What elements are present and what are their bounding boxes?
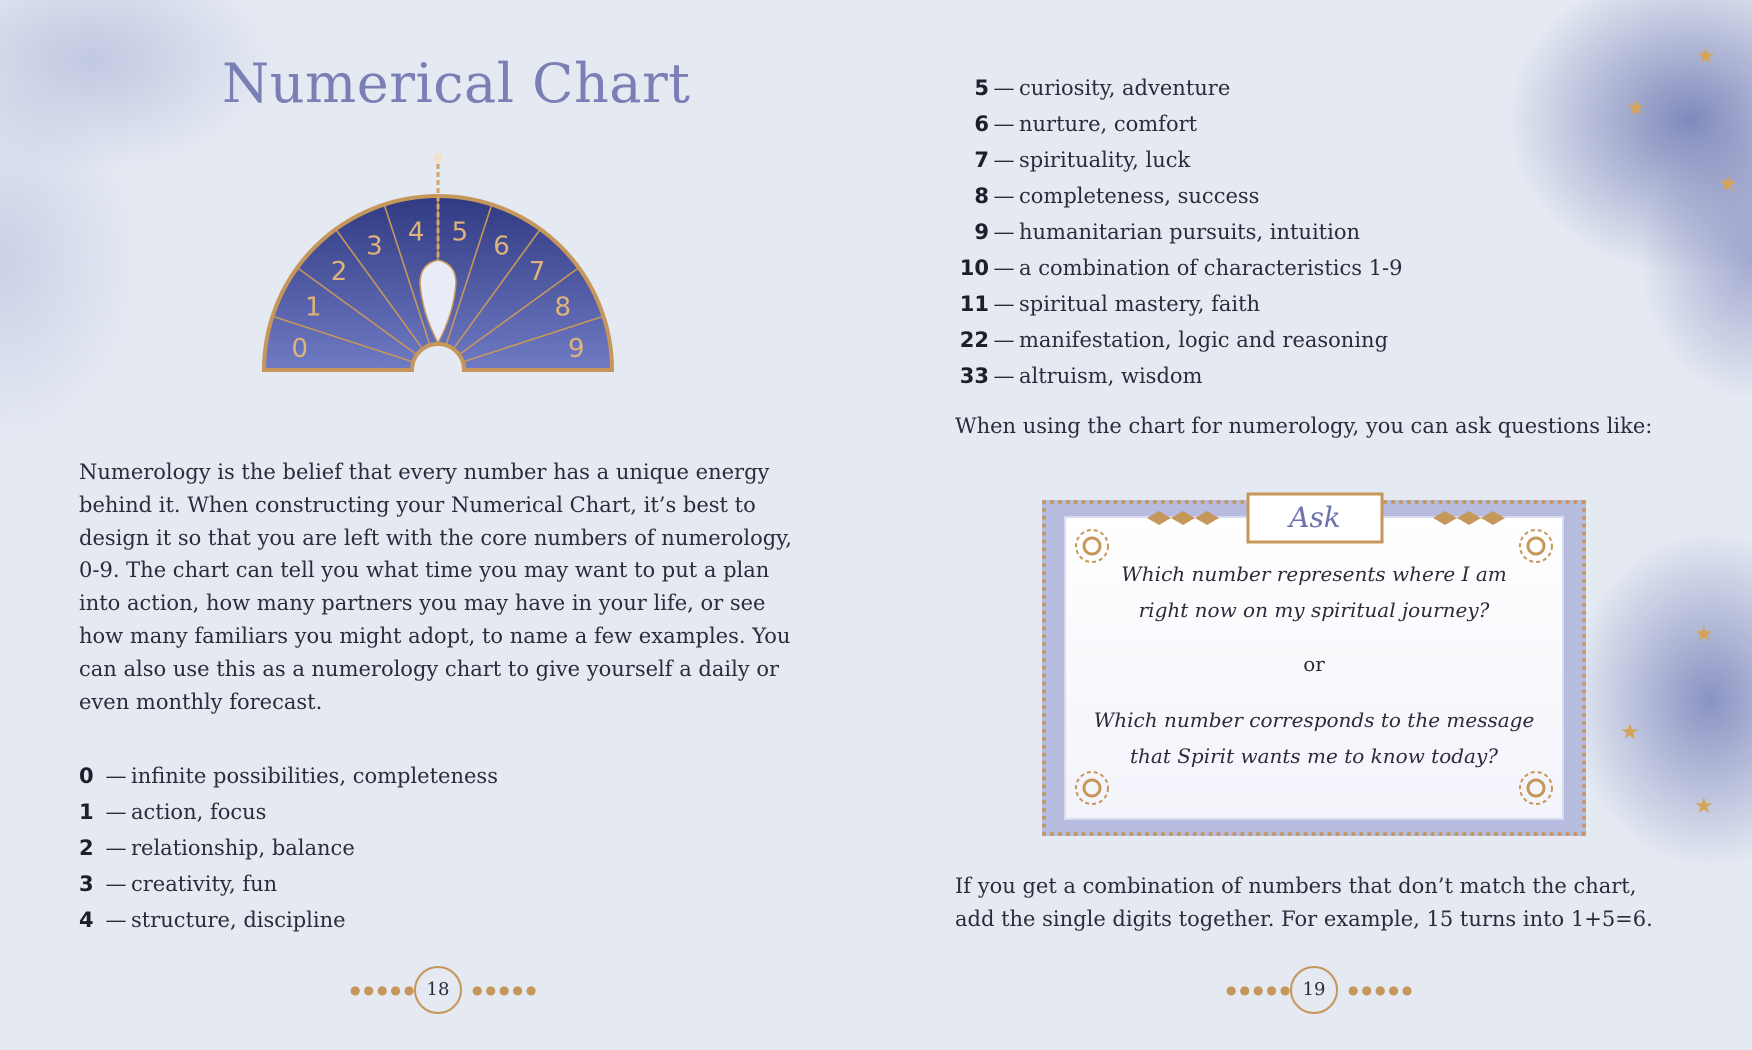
list-item: 33 — altruism, wisdom <box>959 364 1203 388</box>
fan-digit: 1 <box>304 292 322 323</box>
star-icon: ★ <box>1620 720 1640 745</box>
list-item: 7 — spirituality, luck <box>974 148 1191 172</box>
list-item: 0 — infinite possibilities, completeness <box>79 764 498 788</box>
list-item: 6 — nurture, comfort <box>974 112 1198 136</box>
list-item: 3 — creativity, fun <box>79 872 278 896</box>
fan-digit: 3 <box>366 231 383 262</box>
ornament-dots-right: ●●●●● <box>472 983 540 997</box>
star-icon: ★ <box>1626 96 1646 121</box>
fan-digit: 7 <box>528 257 546 288</box>
ornament-dots-left: ●●●●● <box>1226 983 1294 997</box>
star-icon: ★ <box>1696 44 1716 69</box>
list-item: 11 — spiritual mastery, faith <box>959 292 1261 316</box>
fan-digit: 9 <box>568 334 585 365</box>
corner-sunburst-bottom-left <box>1072 768 1112 808</box>
ornament-dots-right: ●●●●● <box>1348 983 1416 997</box>
fan-digit: 6 <box>493 231 510 262</box>
list-item: 10 — a combination of characteristics 1-9 <box>959 256 1403 280</box>
list-item: 1 — action, focus <box>79 800 267 824</box>
page-number-right: 19 <box>1290 966 1338 1014</box>
pendulum-fan-illustration <box>248 148 628 418</box>
combination-note: If you get a combination of numbers that don’t match the chart, add the single digits together. For example, 15 turns into 1+5=6. <box>955 874 1653 931</box>
list-item: 22 — manifestation, logic and reasoning <box>959 328 1389 352</box>
star-icon: ★ <box>1694 622 1714 647</box>
page-title: Numerical Chart <box>222 52 691 115</box>
corner-sunburst-bottom-right <box>1516 768 1556 808</box>
card-label: Ask <box>1289 501 1341 534</box>
star-icon: ★ <box>1718 172 1738 197</box>
question-one: Which number represents where I am right now on my spiritual journey? <box>1121 562 1507 622</box>
number-meaning-list-continued <box>955 70 1403 394</box>
list-item: 2 — relationship, balance <box>79 836 355 860</box>
question-intro: When using the chart for numerology, you can ask questions like: <box>955 414 1653 438</box>
list-item: 4 — structure, discipline <box>79 908 346 932</box>
fan-digit: 2 <box>330 257 348 288</box>
fan-digit: 0 <box>291 334 308 365</box>
star-icon: ★ <box>1694 794 1714 819</box>
question-two: Which number corresponds to the message that Spirit wants me to know today? <box>1093 708 1535 768</box>
list-item: 8 — completeness, success <box>974 184 1260 208</box>
fan-digit: 5 <box>451 217 469 248</box>
ornament-dots-left: ●●●●● <box>350 983 418 997</box>
fan-digit: 8 <box>554 292 572 323</box>
or-separator: or <box>1303 652 1325 676</box>
list-item: 9 — humanitarian pursuits, intuition <box>974 220 1360 244</box>
page-number-left: 18 <box>414 966 462 1014</box>
number-meaning-list <box>79 758 498 938</box>
fan-digit: 4 <box>407 217 425 248</box>
list-item: 5 — curiosity, adventure <box>974 76 1231 100</box>
intro-paragraph: Numerology is the belief that every number has a unique energy behind it. When constructing your Numerical Chart, it’s best to design it so that you are left with the core numbers of numerology, 0-9. The chart can tell you what time you may want to put a plan into action, how many partners you may have in your life, or see how many familiars you might adopt, to name a few examples. You can also use this as a numerology chart to give yourself a daily or even monthly forecast. <box>79 460 792 714</box>
ask-card <box>1042 500 1586 836</box>
